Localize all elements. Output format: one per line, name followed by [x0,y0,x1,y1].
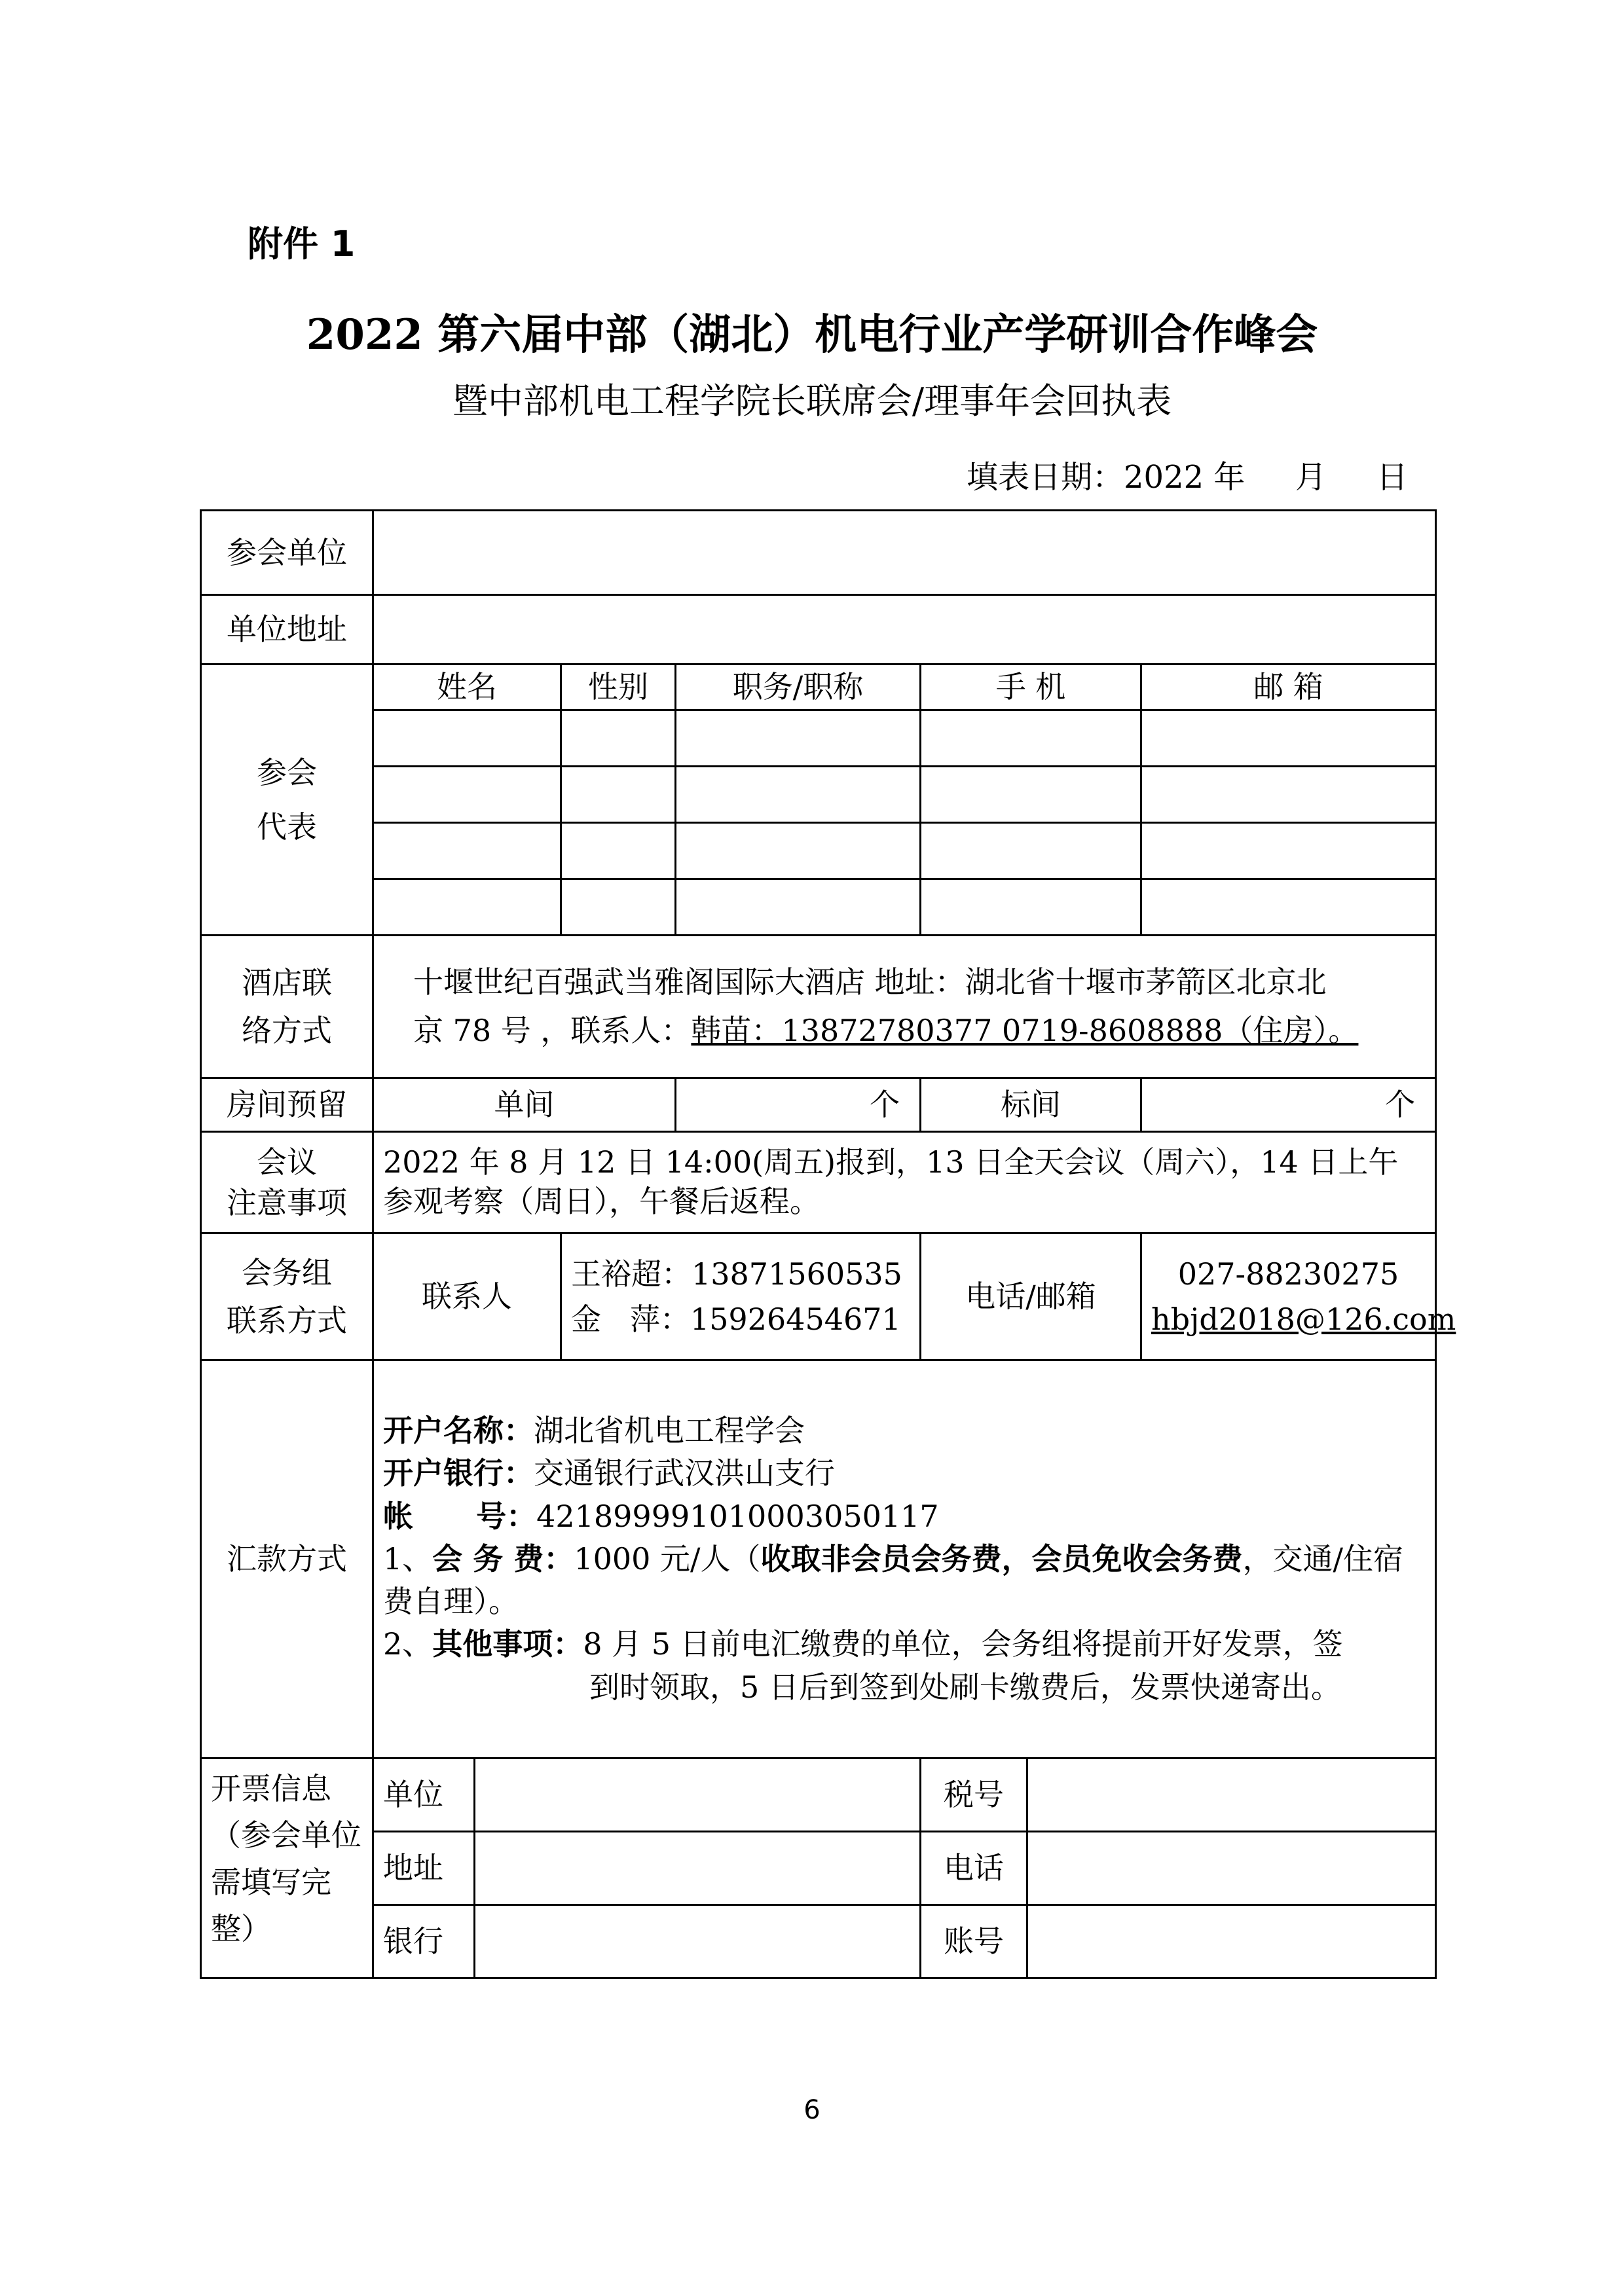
delegate-row [201,879,1436,936]
account-name-line [383,1410,1426,1452]
delegate-mobile-field[interactable] [921,710,1141,767]
delegates-label [201,665,373,936]
delegate-gender-field[interactable] [561,710,676,767]
col-title-header: 职务/职称 [676,665,921,710]
delegate-email-field[interactable] [1141,823,1436,879]
invoice-label: 开票信息（参会单位需填写完整） [201,1758,373,1978]
col-mobile-header: 手 机 [921,665,1141,710]
delegate-row [201,710,1436,767]
account-name: 湖北省机电工程学会 [534,1412,805,1448]
delegate-mobile-field[interactable] [921,823,1141,879]
secretariat-label-line-2: 联系方式 [227,1302,347,1338]
bank-line [383,1452,1426,1495]
invoice-phone-label: 电话 [921,1832,1027,1905]
phone-email-label: 电话/邮箱 [921,1233,1141,1360]
other-text-1: 8 月 5 日前电汇缴费的单位，会务组将提前开好发票，签 [583,1626,1343,1662]
hotel-address-end: 京 78 号 ，联系人： [413,1012,692,1048]
document-title: 2022 第六届中部（湖北）机电行业产学研训合作峰会 [306,310,1318,359]
other-line [383,1623,1426,1666]
invoice-phone-field[interactable] [1027,1832,1436,1905]
page-number: 6 [803,2095,821,2125]
fee-label: 会 务 费： [432,1540,574,1576]
other-label: 其他事项： [432,1626,583,1662]
meeting-notes: 2022 年 8 月 12 日 14:00(周五)报到，13 日全天会议（周六），14 日上午参观考察（周日），午餐后返程。 [373,1132,1436,1233]
contact-1: 王裕超：13871560535 [571,1256,902,1292]
bank-name: 交通银行武汉洪山支行 [534,1455,835,1491]
col-gender-header: 性别 [561,665,676,710]
meeting-label-line-1: 会议 [257,1144,317,1180]
col-email-header: 邮 箱 [1141,665,1436,710]
invoice-account-label: 账号 [921,1905,1027,1978]
other-line-2: 到时领取，5 日后到签到处刷卡缴费后，发票快递寄出。 [589,1669,1341,1705]
delegate-row [201,823,1436,879]
hotel-info [373,936,1436,1078]
delegate-title-field[interactable] [676,879,921,936]
room-standard-label: 标间 [921,1078,1141,1132]
invoice-unit-label: 单位 [373,1758,475,1832]
unit-label: 参会单位 [201,511,373,595]
delegate-name-field[interactable] [373,767,561,823]
document-subtitle: 暨中部机电工程学院长联席会/理事年会回执表 [452,380,1172,422]
secretariat-email[interactable]: hbjd2018@126.com [1151,1301,1456,1337]
payment-label: 汇款方式 [201,1360,373,1758]
invoice-account-field[interactable] [1027,1905,1436,1978]
hotel-label [201,936,373,1078]
meeting-label [201,1132,373,1233]
delegate-mobile-field[interactable] [921,879,1141,936]
secretariat-phone: 027-88230275 [1177,1256,1399,1292]
fee-policy: 收取非会员会务费，会员免收会务费 [760,1540,1243,1576]
delegate-email-field[interactable] [1141,879,1436,936]
room-single-count[interactable]: 个 [676,1078,921,1132]
account-number-label: 帐 号： [383,1498,537,1534]
delegate-email-field[interactable] [1141,710,1436,767]
delegate-name-field[interactable] [373,823,561,879]
invoice-bank-label: 银行 [373,1905,475,1978]
delegate-title-field[interactable] [676,767,921,823]
hotel-label-line-2: 络方式 [242,1012,332,1048]
fee-rest: ，交通/住宿费自理）。 [383,1540,1403,1620]
fee-prefix: 1、 [383,1540,433,1576]
attachment-label: 附件 1 [248,223,356,264]
room-single-label: 单间 [373,1078,676,1132]
address-field[interactable] [373,595,1436,665]
unit-field[interactable] [373,511,1436,595]
hotel-contact: 韩苗：13872780377 0719-8608888（住房）。 [691,1012,1359,1048]
delegate-gender-field[interactable] [561,823,676,879]
delegate-mobile-field[interactable] [921,767,1141,823]
secretariat-label-line-1: 会务组 [242,1255,332,1291]
bank-label: 开户银行： [383,1455,534,1491]
account-number-line [383,1495,1426,1538]
delegate-name-field[interactable] [373,710,561,767]
delegate-email-field[interactable] [1141,767,1436,823]
phone-email-values [1141,1233,1456,1360]
invoice-tax-label: 税号 [921,1758,1027,1832]
meeting-label-line-2: 注意事项 [227,1185,347,1220]
invoice-bank-field[interactable] [475,1905,921,1978]
delegates-label-line-1: 参会 [257,755,317,791]
fee-line [383,1538,1426,1624]
invoice-unit-field[interactable] [475,1758,921,1832]
fill-date: 填表日期：2022 年 月 日 [967,459,1408,496]
contact-person-label: 联系人 [373,1233,561,1360]
delegates-label-line-2: 代表 [257,809,317,845]
room-standard-count[interactable]: 个 [1141,1078,1436,1132]
hotel-line-2 [413,1007,1426,1055]
col-name-header: 姓名 [373,665,561,710]
contact-2: 金 萍：15926454671 [571,1301,901,1337]
contact-persons [561,1233,921,1360]
delegate-title-field[interactable] [676,823,921,879]
payment-info [373,1360,1436,1758]
delegate-title-field[interactable] [676,710,921,767]
account-number: 421899991010003050117 [536,1498,939,1534]
fee-amount: 1000 元/人（ [574,1540,761,1576]
other-prefix: 2、 [383,1626,433,1662]
account-name-label: 开户名称： [383,1412,534,1448]
invoice-address-field[interactable] [475,1832,921,1905]
delegate-row [201,767,1436,823]
delegate-name-field[interactable] [373,879,561,936]
registration-form [200,509,1456,1979]
delegate-gender-field[interactable] [561,767,676,823]
address-label: 单位地址 [201,595,373,665]
room-label: 房间预留 [201,1078,373,1132]
hotel-line-1: 十堰世纪百强武当雅阁国际大酒店 地址：湖北省十堰市茅箭区北京北 [413,964,1327,1000]
invoice-tax-field[interactable] [1027,1758,1436,1832]
hotel-label-line-1: 酒店联 [242,965,332,1001]
delegate-gender-field[interactable] [561,879,676,936]
invoice-address-label: 地址 [373,1832,475,1905]
secretariat-label [201,1233,373,1360]
